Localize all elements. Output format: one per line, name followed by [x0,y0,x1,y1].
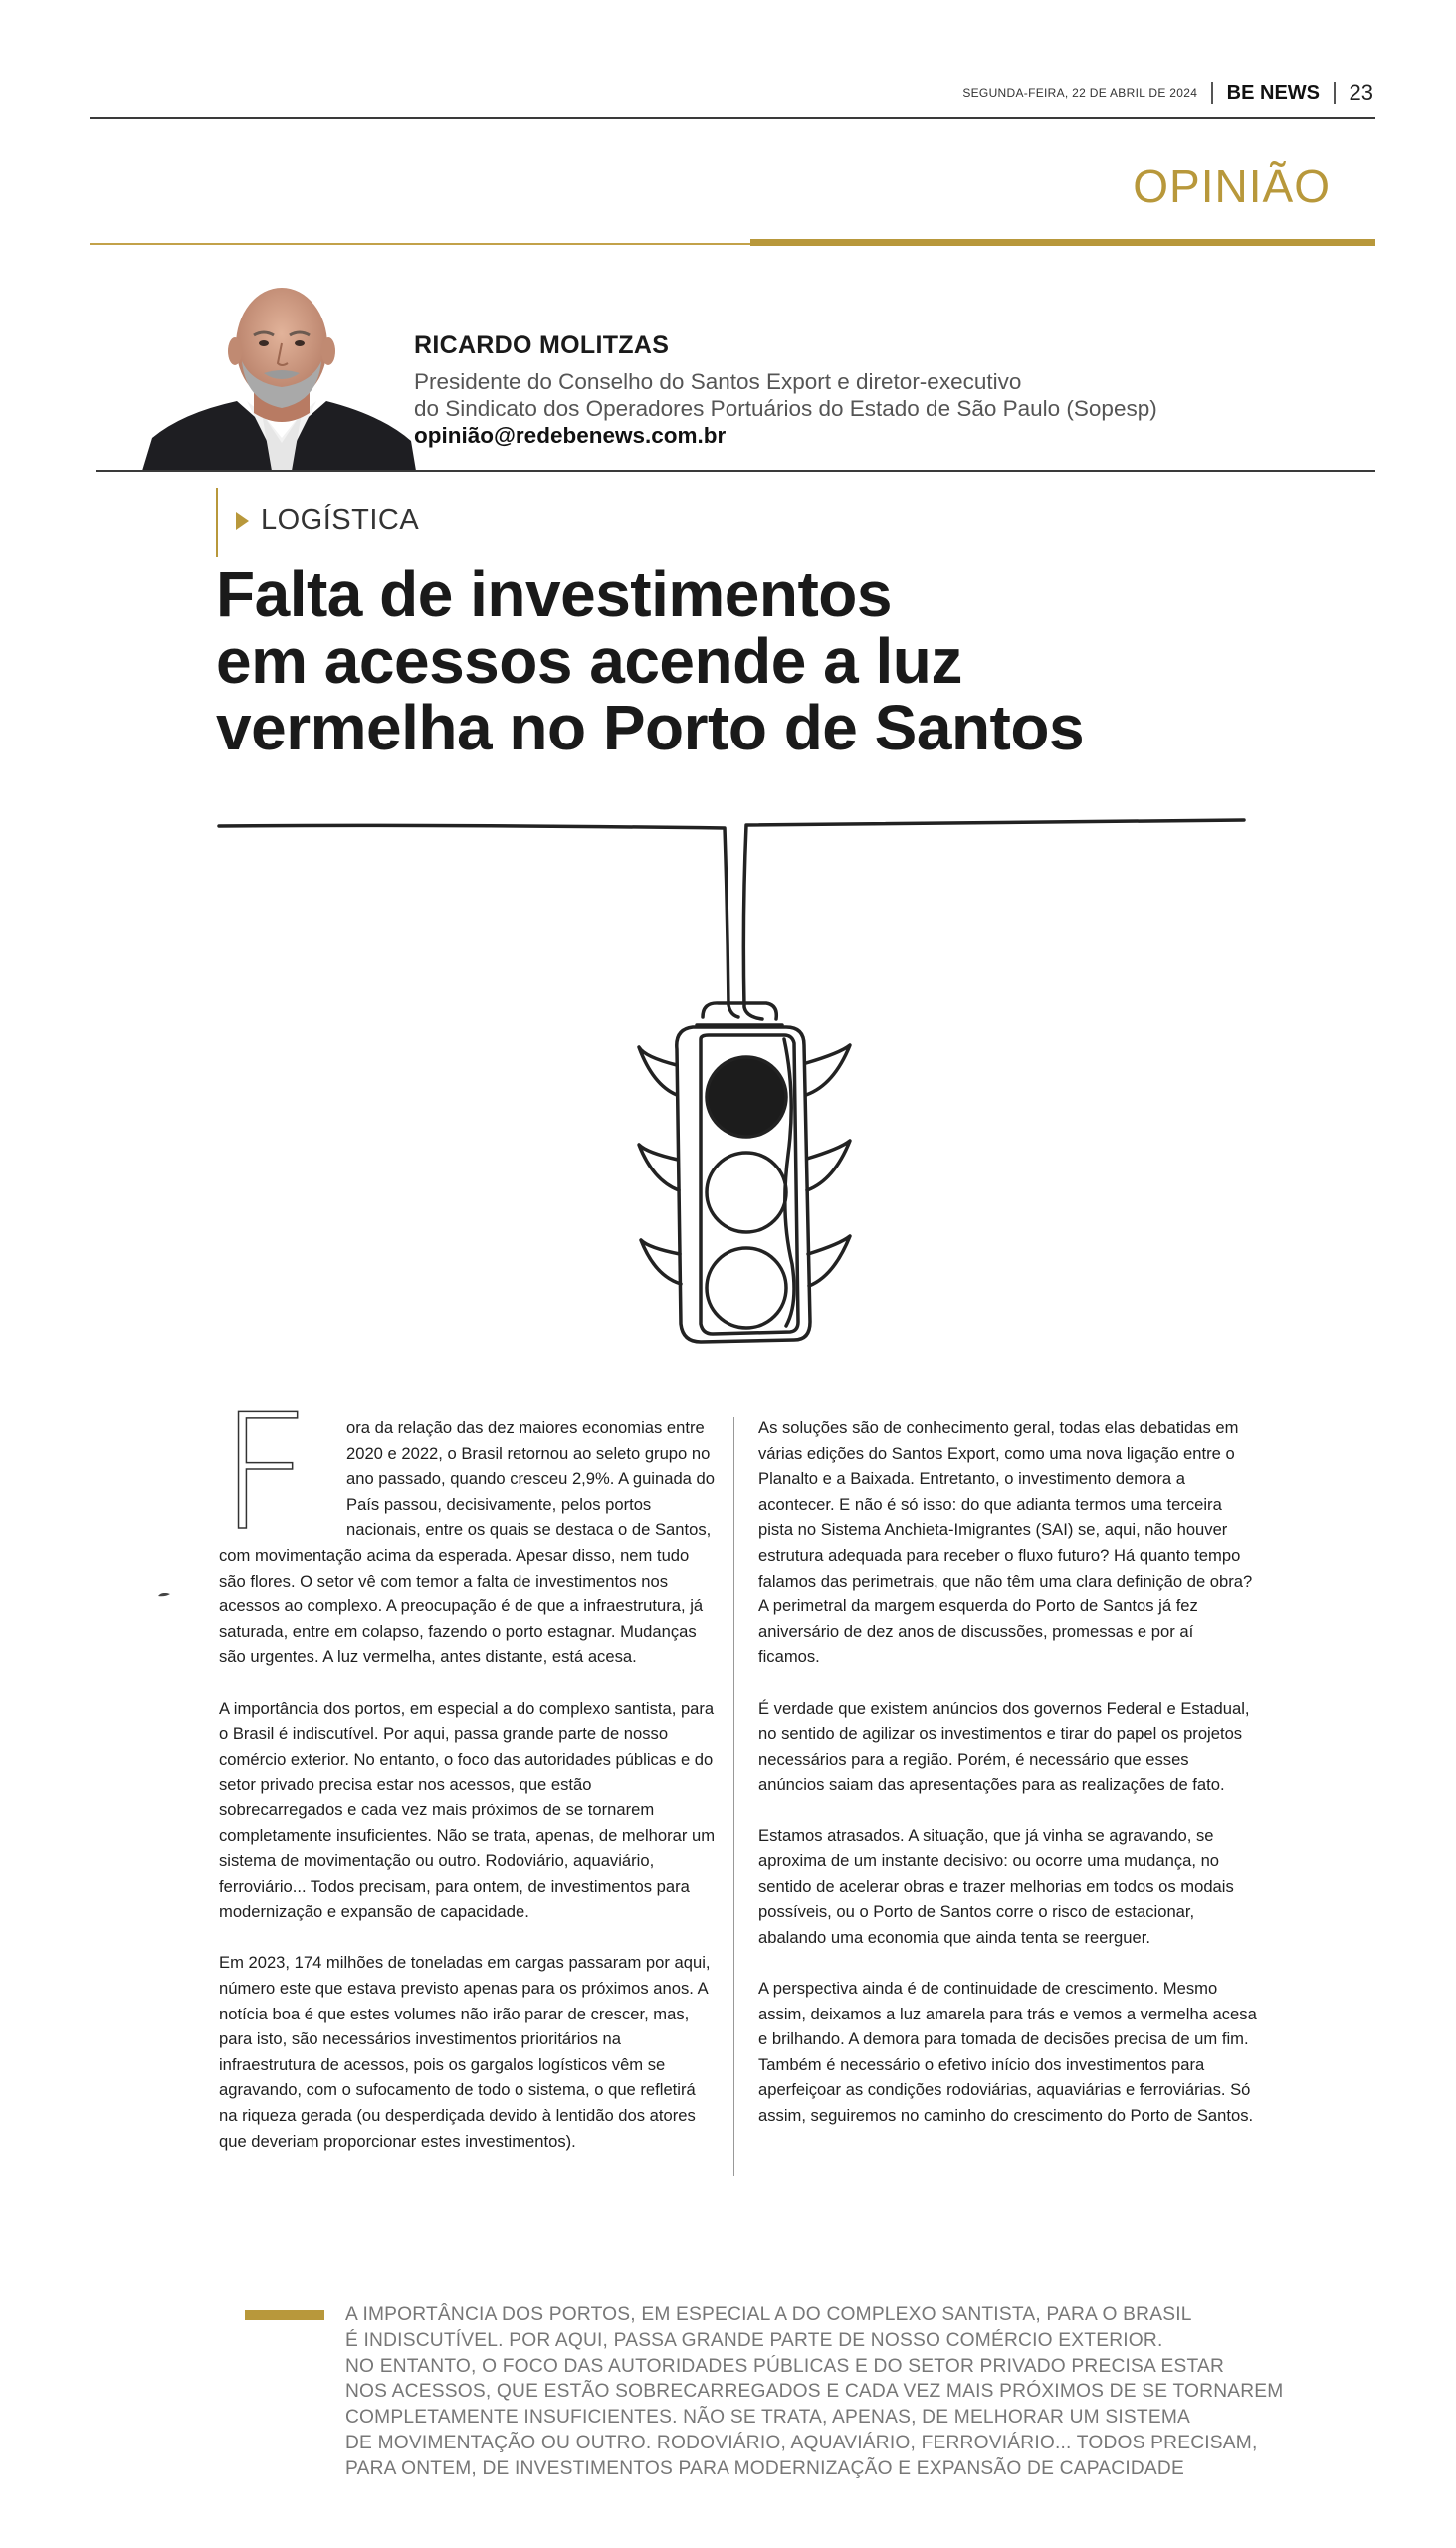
article-paragraph: A perspectiva ainda é de continuidade de crescimento. Mesmo assim, deixamos a luz amarela para trás e vemos a vermelha acesa e brilhando. A demora para tomada de decisões precisa de um fim. Também é necessário o efetivo início dos investimentos para aperfeiçoar as condições rodoviárias, aquaviárias e ferroviárias. Só assim, seguiremos no caminho do crescimento do Porto de Santos. [758,1979,1257,2126]
author-rule [96,470,1375,472]
dropcap-letter: F [219,1380,312,1566]
headline-line: vermelha no Porto de Santos [216,692,1085,763]
author-role-line: Presidente do Conselho do Santos Export e diretor-executivo [414,369,1022,394]
headline-line: Falta de investimentos [216,558,892,630]
article-paragraph: ora da relação das dez maiores economias entre 2020 e 2022, o Brasil retornou ao seleto grupo no ano passado, quando cresceu 2,9%. A guinada do País passou, decisivamente, pelos portos nacionais, entre os quais se destaca o de Santos, com movimentação acima da esperada. Apesar disso, nem tudo são flores. O setor vê com temor a falta de investimentos nos acessos ao complexo. A preocupação é de que a infraestrutura, já saturada, entre em colapso, fazendo o porto estagnar. Mudanças são urgentes. A luz vermelha, antes distante, está acesa. [219,1418,715,1667]
pull-quote-line: NO ENTANTO, O FOCO DAS AUTORIDADES PÚBLICAS E DO SETOR PRIVADO PRECISA ESTAR [345,2355,1225,2377]
pull-quote [345,2302,1360,2482]
header-divider [1334,82,1336,104]
article-column-right [758,1415,1258,2154]
section-rule-thick [750,239,1375,246]
author-info [414,331,1310,449]
category-bar [216,488,218,557]
pull-quote-bar [245,2310,324,2320]
traffic-light-illustration [209,796,1254,1354]
article-paragraph: É verdade que existem anúncios dos governos Federal e Estadual, no sentido de agilizar os investimentos e tirar do papel os projetos necessários para a região. Porém, é necessário que esses anúncios saiam das apresentações para as realizações de fato. [758,1698,1250,1795]
publication-brand: BE NEWS [1226,81,1321,104]
pull-quote-line: COMPLETAMENTE INSUFICIENTES. NÃO SE TRATA, APENAS, DE MELHORAR UM SISTEMA [345,2407,1191,2429]
category-label [236,504,419,536]
dropcap [219,1380,346,1566]
pull-quote-line: PARA ONTEM, DE INVESTIMENTOS PARA MODERNIZAÇÃO E EXPANSÃO DE CAPACIDADE [345,2457,1184,2479]
article-paragraph: Estamos atrasados. A situação, que já vinha se agravando, se aproxima de um instante decisivo: ou ocorre uma mudança, no sentido de acelerar obras e trazer melhorias em todos os modais possíveis, ou o Porto de Santos corre o risco de estacionar, abalando uma economia que ainda tenta se reerguer. [758,1825,1234,1947]
article-column-left [219,1380,717,2180]
page-number: 23 [1349,80,1373,105]
section-rule-thin [90,243,750,245]
article-paragraph: As soluções são de conhecimento geral, todas elas debatidas em várias edições do Santos Export, como uma nova ligação entre o Planalto e a Baixada. Entretanto, o investimento demora a acontecer. E não é só isso: do que adianta termos uma terceira pista no Sistema Anchieta-Imigrantes (SAI) se, aqui, não houver estrutura adequada para receber o fluxo futuro? Há quanto tempo falamos das perimetrais, que não têm uma clara definição de obra? A perimetral da margem esquerda do Porto de Santos já fez aniversário de dez anos de discussões, promessas e por aí ficamos. [758,1418,1253,1667]
column-divider [733,1417,734,2176]
header-divider [1211,82,1213,104]
pull-quote-line: É INDISCUTÍVEL. POR AQUI, PASSA GRANDE PARTE DE NOSSO COMÉRCIO EXTERIOR. [345,2329,1163,2351]
category-text: LOGÍSTICA [261,504,420,535]
page-header-meta [962,80,1373,106]
author-portrait-icon [142,274,416,471]
article-paragraph: Em 2023, 174 milhões de toneladas em cargas passaram por aqui, número este que estava previsto apenas para os próximos anos. A notícia boa é que estes volumes não irão parar de crescer, mas, para isto, são necessários investimentos prioritários na infraestrutura de acessos, pois os gargalos logísticos vêm se agravando, com o sufocamento de todo o sistema, o que refletirá na riqueza gerada (ou desperdiçada devido à lentidão dos atores que deveriam proporcionar estes investimentos). [219,1953,711,2151]
author-photo [142,274,416,471]
issue-date: SEGUNDA-FEIRA, 22 DE ABRIL DE 2024 [962,86,1198,100]
traffic-light-icon [209,796,1254,1354]
article-paragraph: A importância dos portos, em especial a do complexo santista, para o Brasil é indiscutível. Por aqui, passa grande parte de nosso comércio exterior. No entanto, o foco das autoridades públicas e do setor privado precisa estar nos acessos, que estão sobrecarregados e cada vez mais próximos de se tornarem completamente insuficientes. Não se trata, apenas, de melhorar um sistema de movimentação ou outro. Rodoviário, aquaviário, ferroviário... Todos precisam, para ontem, de investimentos para modernização e expansão de capacidade. [219,1698,716,1922]
header-rule [90,117,1375,119]
author-role-line: do Sindicato dos Operadores Portuários do Estado de São Paulo (Sopesp) [414,396,1157,421]
headline-line: em acessos acende a luz [216,625,962,697]
headline [216,558,1311,763]
author-name: RICARDO MOLITZAS [414,331,670,359]
pull-quote-line: NOS ACESSOS, QUE ESTÃO SOBRECARREGADOS E CADA VEZ MAIS PRÓXIMOS DE SE TORNAREM [345,2381,1284,2403]
author-email: opinião@redebenews.com.br [414,423,727,448]
section-title: OPINIÃO [1133,160,1331,212]
pen-mark-icon [157,1591,171,1598]
pull-quote-line: DE MOVIMENTAÇÃO OU OUTRO. RODOVIÁRIO, AQUAVIÁRIO, FERROVIÁRIO... TODOS PRECISAM, [345,2432,1258,2453]
pull-quote-line: A IMPORTÂNCIA DOS PORTOS, EM ESPECIAL A DO COMPLEXO SANTISTA, PARA O BRASIL [345,2304,1192,2325]
author-role [414,368,1310,422]
triangle-arrow-icon [236,512,249,530]
